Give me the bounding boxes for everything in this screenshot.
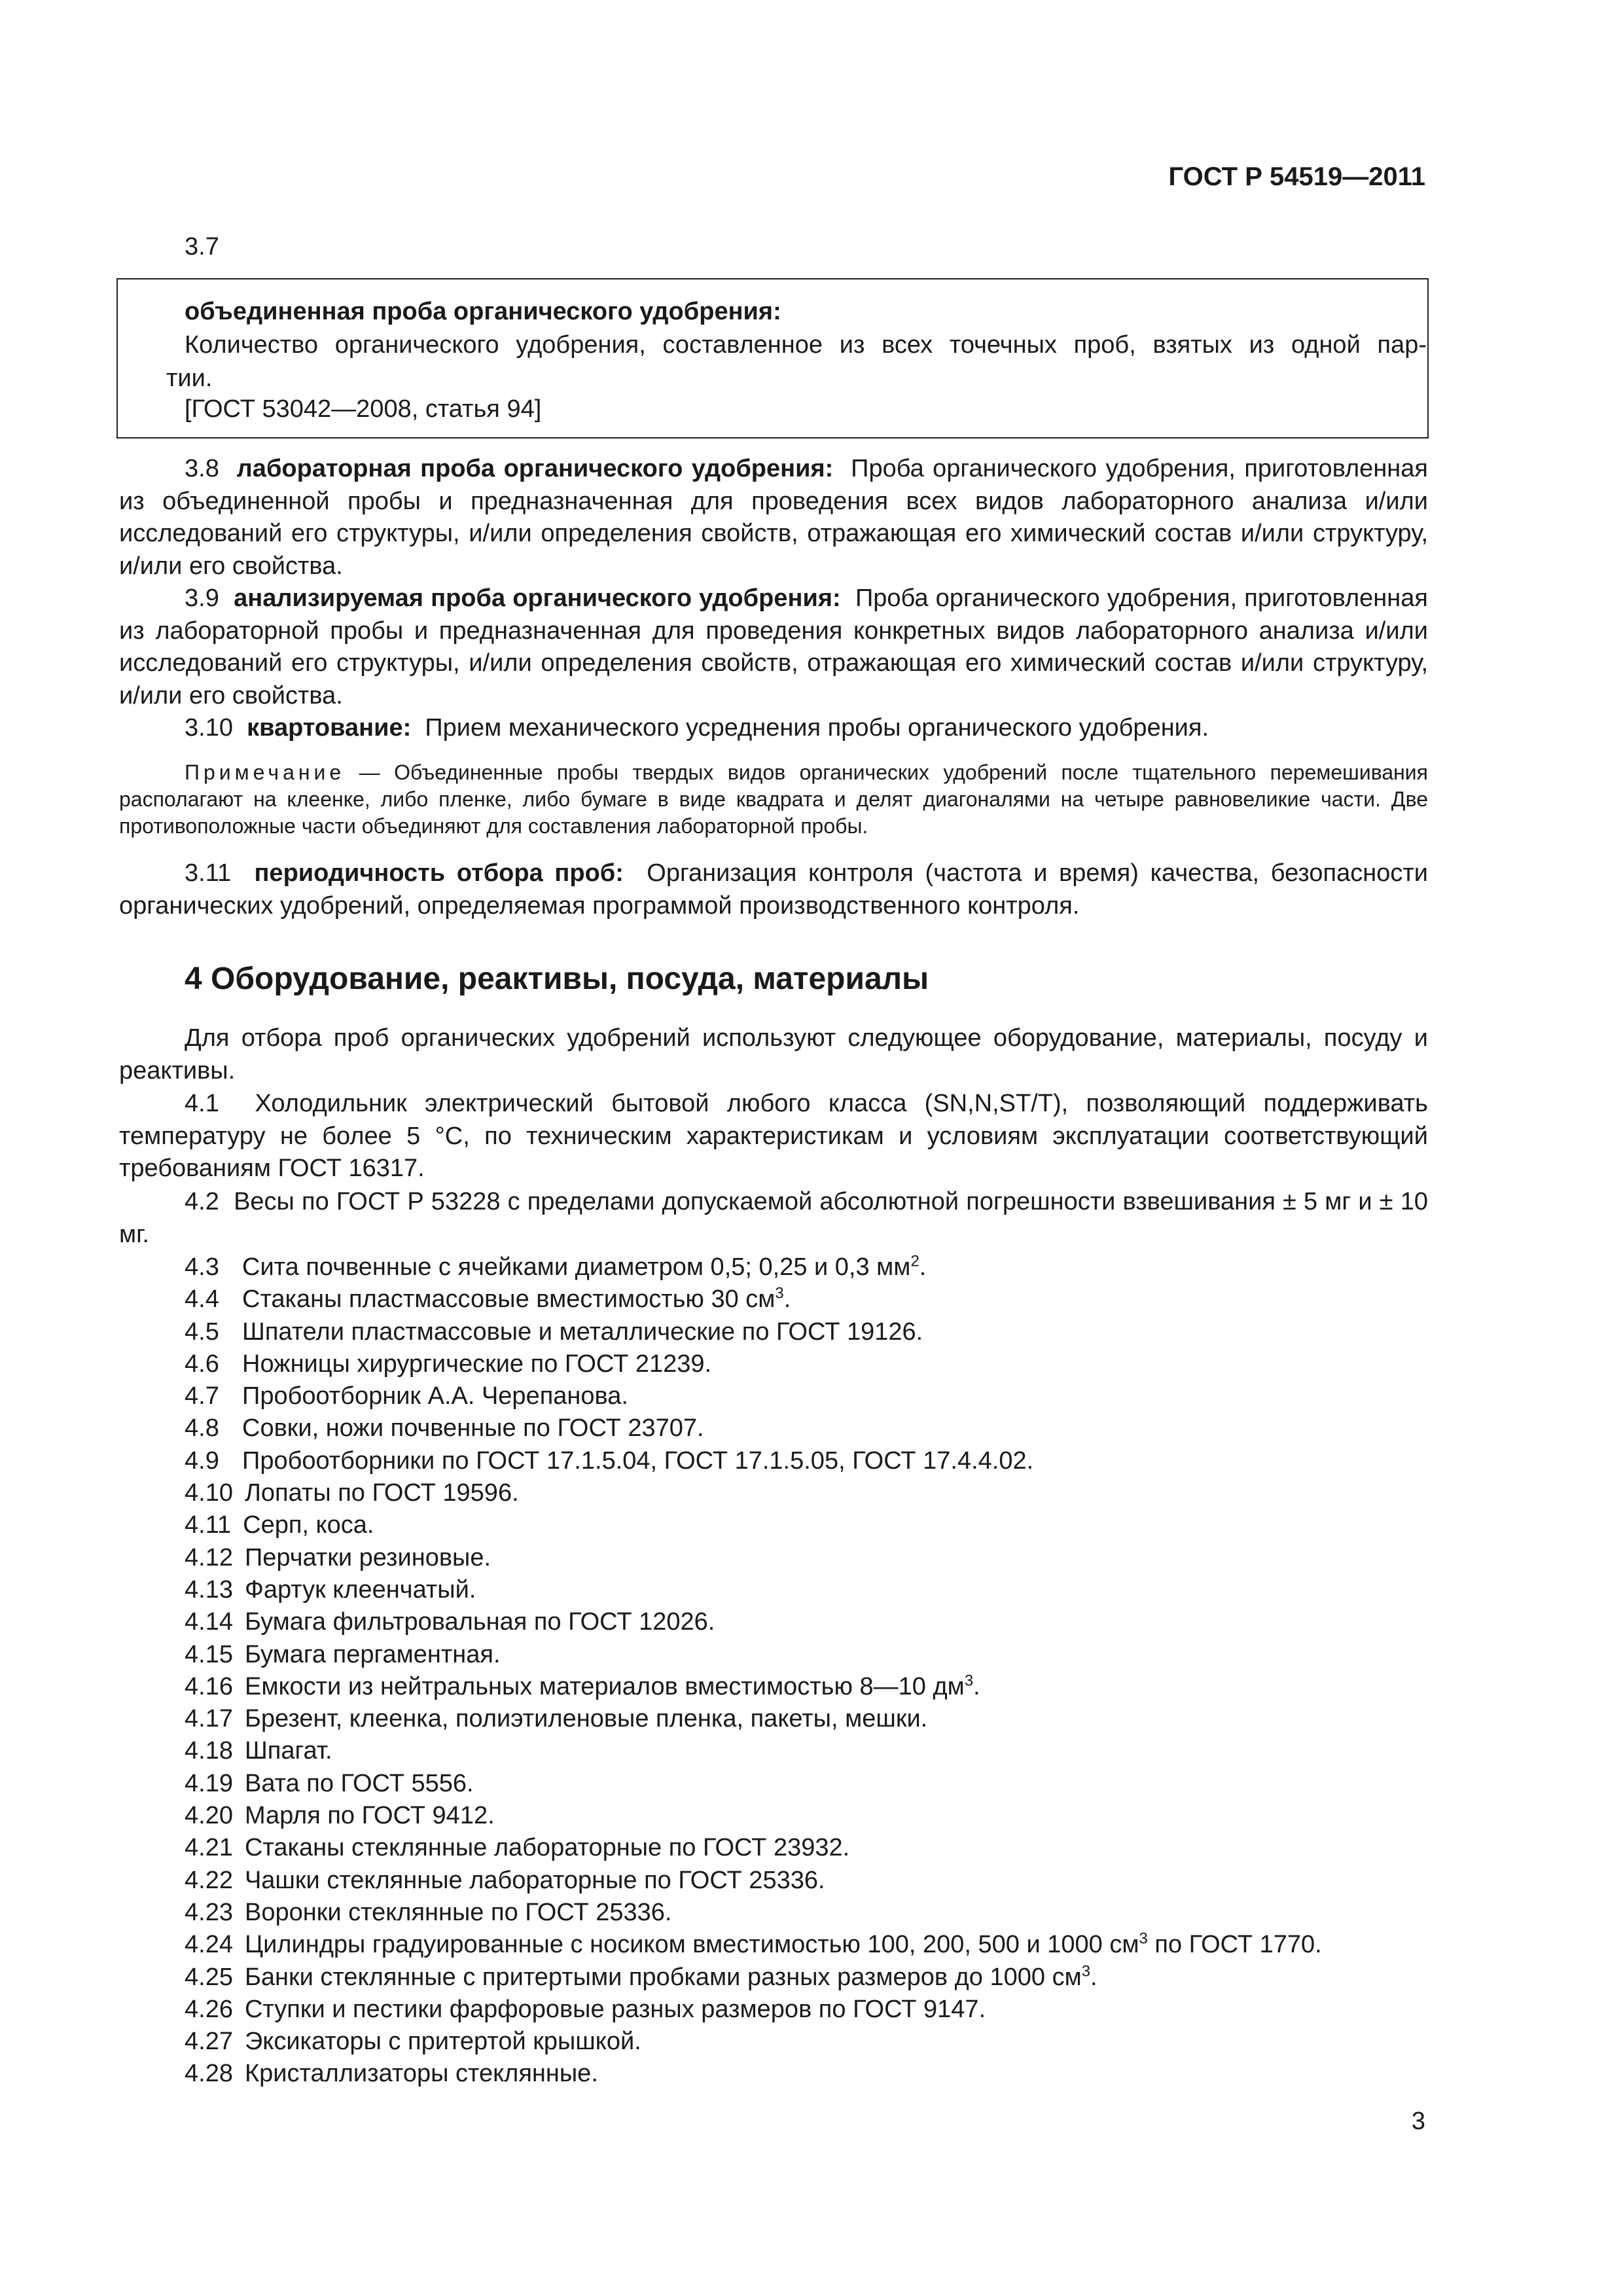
list-item-number: 4.14: [185, 1608, 233, 1636]
section-4-title: 4 Оборудование, реактивы, посуда, материалы: [185, 961, 929, 996]
list-item-number: 4.24: [185, 1931, 233, 1959]
clause-3-11-term: периодичность отбора проб:: [254, 859, 624, 887]
list-item: [185, 1735, 1322, 1767]
clause-3-7-number: 3.7: [185, 233, 219, 260]
list-item-number: 4.6: [185, 1350, 219, 1378]
list-item: [185, 1348, 1322, 1380]
list-item-text: Банки стеклянные с притертыми пробками разных размеров до 1000 см: [244, 1963, 1082, 1991]
list-item: [185, 1671, 1322, 1703]
clause-3-10-term: квартование:: [247, 714, 412, 742]
list-item-number: 4.4: [185, 1285, 219, 1314]
list-item-number: 4.5: [185, 1318, 219, 1346]
list-item-text: Емкости из нейтральных материалов вместимостью 8—10 дм: [244, 1672, 965, 1700]
list-item-text: Ступки и пестики фарфоровые разных размеров по ГОСТ 9147.: [244, 1995, 986, 2023]
list-item: [185, 1412, 1322, 1444]
clause-3-9-number: 3.9: [185, 584, 219, 612]
list-item-number: 4.11: [185, 1511, 232, 1539]
note-text: — Объединенные пробы твердых видов органических удобрений после тщательного перемешивания располагают на клеенке, либо пленке, либо бумаге в виде квадрата и делят диагоналями на четыре равновеликие части. Две противоположные части объединяют для составления лабораторной пробы.: [119, 761, 1429, 838]
clause-3-8-term: лабораторная проба органического удобрения:: [236, 455, 834, 482]
list-item-number: 4.22: [185, 1866, 233, 1894]
list-item: [185, 1316, 1322, 1348]
list-item-number: 4.15: [185, 1640, 233, 1668]
list-item-text: Шпагат.: [244, 1737, 332, 1765]
item-4-2-text: Весы по ГОСТ Р 53228 с пределами допускаемой абсолютной погрешности взвешивания ± 5 мг и ± 10 мг.: [119, 1188, 1428, 1248]
section-4-intro-text: Для отбора проб органических удобрений используют следующее оборудование, материалы, посуду и реактивы.: [119, 1024, 1428, 1085]
clause-3-8-number: 3.8: [185, 455, 219, 482]
clause-3-9: [119, 583, 1428, 712]
item-4-2: [119, 1186, 1428, 1251]
list-item: [185, 1606, 1322, 1638]
list-item-text: Цилиндры градуированные с носиком вместимостью 100, 200, 500 и 1000 см: [244, 1931, 1139, 1959]
list-item-text: Кристаллизаторы стеклянные.: [244, 2060, 598, 2088]
list-item-superscript: 3: [775, 1284, 784, 1302]
list-item-text: Бумага фильтровальная по ГОСТ 12026.: [244, 1608, 715, 1636]
section-4-intro: [119, 1022, 1428, 1087]
list-item: [185, 1962, 1322, 1994]
list-item-number: 4.10: [185, 1479, 233, 1507]
list-item: [185, 2026, 1322, 2058]
list-item-number: 4.28: [185, 2060, 233, 2088]
list-item-text: Лопаты по ГОСТ 19596.: [244, 1479, 519, 1507]
list-item-text: Сита почвенные с ячейками диаметром 0,5; 0,25 и 0,3 мм: [242, 1253, 911, 1281]
list-item-number: 4.27: [185, 2028, 233, 2056]
clause-3-11-text: Организация контроля (частота и время) качества, безопасности органических удобрений, определяемая программой производственного контроля.: [119, 859, 1429, 920]
list-item-text: Совки, ножи почвенные по ГОСТ 23707.: [242, 1414, 704, 1443]
list-item-number: 4.16: [185, 1672, 233, 1700]
clause-3-7-text-line2: тии.: [166, 365, 213, 392]
list-item-number: 4.21: [185, 1834, 233, 1862]
clause-3-10: [119, 712, 1428, 745]
list-item-text: Марля по ГОСТ 9412.: [244, 1802, 495, 1830]
list-item-suffix: .: [1090, 1963, 1097, 1991]
list-item-text: Брезент, клеенка, полиэтиленовые пленка, пакеты, мешки.: [244, 1705, 928, 1733]
list-item-text: Стаканы стеклянные лабораторные по ГОСТ 23932.: [244, 1834, 850, 1862]
note: [119, 759, 1428, 840]
list-item: [185, 1639, 1322, 1671]
list-item-superscript: 3: [964, 1672, 974, 1690]
list-item-text: Шпатели пластмассовые и металлические по ГОСТ 19126.: [242, 1318, 923, 1346]
clause-3-9-text: Проба органического удобрения, приготовленная из лабораторной пробы и предназначенная для проведения конкретных видов лабораторного анализа и/или исследований его структуры, и/или определения свойств, отражающая его химический состав и/или структуру, и/или его свойства.: [119, 584, 1428, 709]
clause-3-7-term: объединенная проба органического удобрения:: [185, 298, 781, 325]
list-item-superscript: 3: [1081, 1962, 1091, 1980]
list-item-number: 4.25: [185, 1963, 233, 1991]
item-4-1-number: 4.1: [185, 1090, 219, 1117]
list-item-text: Ножницы хирургические по ГОСТ 21239.: [242, 1350, 712, 1378]
clause-3-7-text-line1: Количество органического удобрения, составленное из всех точечных проб, взятых из одной пар-: [185, 331, 1427, 359]
clause-3-10-number: 3.10: [185, 714, 233, 742]
list-item-suffix: .: [919, 1253, 927, 1281]
item-4-2-number: 4.2: [185, 1188, 219, 1215]
note-label: Примечание: [185, 761, 346, 784]
list-item: [185, 1542, 1322, 1574]
list-item: [185, 1477, 1322, 1509]
list-item: [185, 1445, 1322, 1477]
list-item-superscript: 3: [1139, 1929, 1148, 1948]
list-item-number: 4.3: [185, 1253, 219, 1281]
list-item-number: 4.20: [185, 1802, 233, 1830]
clause-3-11-number: 3.11: [185, 859, 232, 887]
list-item-number: 4.13: [185, 1575, 233, 1604]
clause-3-8: [119, 453, 1428, 583]
list-item-text: Перчатки резиновые.: [244, 1543, 491, 1571]
item-4-1-text: Холодильник электрический бытовой любого класса (SN,N,ST/T), позволяющий поддерживать температуру не более 5 °С, по техническим характеристикам и условиям эксплуатации соответствующий требованиям ГОСТ 16317.: [119, 1090, 1428, 1182]
clause-3-10-text: Прием механического усреднения пробы органического удобрения.: [425, 714, 1209, 742]
list-item-number: 4.7: [185, 1382, 219, 1410]
list-item: [185, 1283, 1322, 1316]
list-item: [185, 1994, 1322, 2026]
list-item-superscript: 2: [910, 1252, 919, 1270]
list-item-text: Пробоотборник А.А. Черепанова.: [242, 1382, 628, 1410]
clause-3-11: [119, 857, 1428, 922]
list-item: [185, 2058, 1322, 2090]
list-item-number: 4.17: [185, 1705, 233, 1733]
list-item: [185, 1897, 1322, 1929]
clause-3-7-reference: [ГОСТ 53042—2008, статья 94]: [185, 395, 542, 423]
document-header: ГОСТ Р 54519—2011: [1168, 162, 1425, 191]
list-item-suffix: по ГОСТ 1770.: [1147, 1931, 1322, 1959]
list-item-number: 4.12: [185, 1543, 233, 1571]
list-item: [185, 1509, 1322, 1541]
list-item-number: 4.8: [185, 1414, 219, 1443]
list-item-suffix: .: [973, 1672, 980, 1700]
clause-3-9-term: анализируемая проба органического удобрения:: [234, 584, 841, 612]
list-item-text: Эксикаторы с притертой крышкой.: [244, 2028, 641, 2056]
list-item: [185, 1800, 1322, 1832]
list-item: [185, 1703, 1322, 1735]
list-item: [185, 1574, 1322, 1606]
list-item: [185, 1768, 1322, 1800]
list-item: [185, 1251, 1322, 1283]
list-item-number: 4.18: [185, 1737, 233, 1765]
list-item-text: Бумага пергаментная.: [244, 1640, 501, 1668]
list-item: [185, 1380, 1322, 1412]
list-item-text: Воронки стеклянные по ГОСТ 25336.: [244, 1898, 672, 1926]
equipment-list: [185, 1251, 1322, 2090]
list-item-number: 4.26: [185, 1995, 233, 2023]
list-item: [185, 1865, 1322, 1897]
clause-3-8-text: Проба органического удобрения, приготовленная из объединенной пробы и предназначенная для проведения всех видов лабораторного анализа и/или исследований его структуры, и/или определения свойств, отражающая его химический состав и/или структуру, и/или его свойства.: [119, 455, 1428, 580]
list-item-number: 4.19: [185, 1769, 233, 1797]
list-item-text: Чашки стеклянные лабораторные по ГОСТ 25336.: [244, 1866, 825, 1894]
list-item-text: Серп, коса.: [243, 1511, 374, 1539]
list-item-text: Вата по ГОСТ 5556.: [244, 1769, 474, 1797]
list-item: [185, 1832, 1322, 1864]
list-item-suffix: .: [783, 1285, 791, 1314]
list-item: [185, 1929, 1322, 1961]
list-item-text: Стаканы пластмассовые вместимостью 30 см: [242, 1285, 776, 1314]
list-item-number: 4.9: [185, 1446, 219, 1475]
list-item-number: 4.23: [185, 1898, 233, 1926]
list-item-text: Пробоотборники по ГОСТ 17.1.5.04, ГОСТ 17.1.5.05, ГОСТ 17.4.4.02.: [242, 1446, 1034, 1475]
page-number: 3: [1411, 2108, 1425, 2135]
list-item-text: Фартук клеенчатый.: [244, 1575, 476, 1604]
item-4-1: [119, 1088, 1428, 1185]
